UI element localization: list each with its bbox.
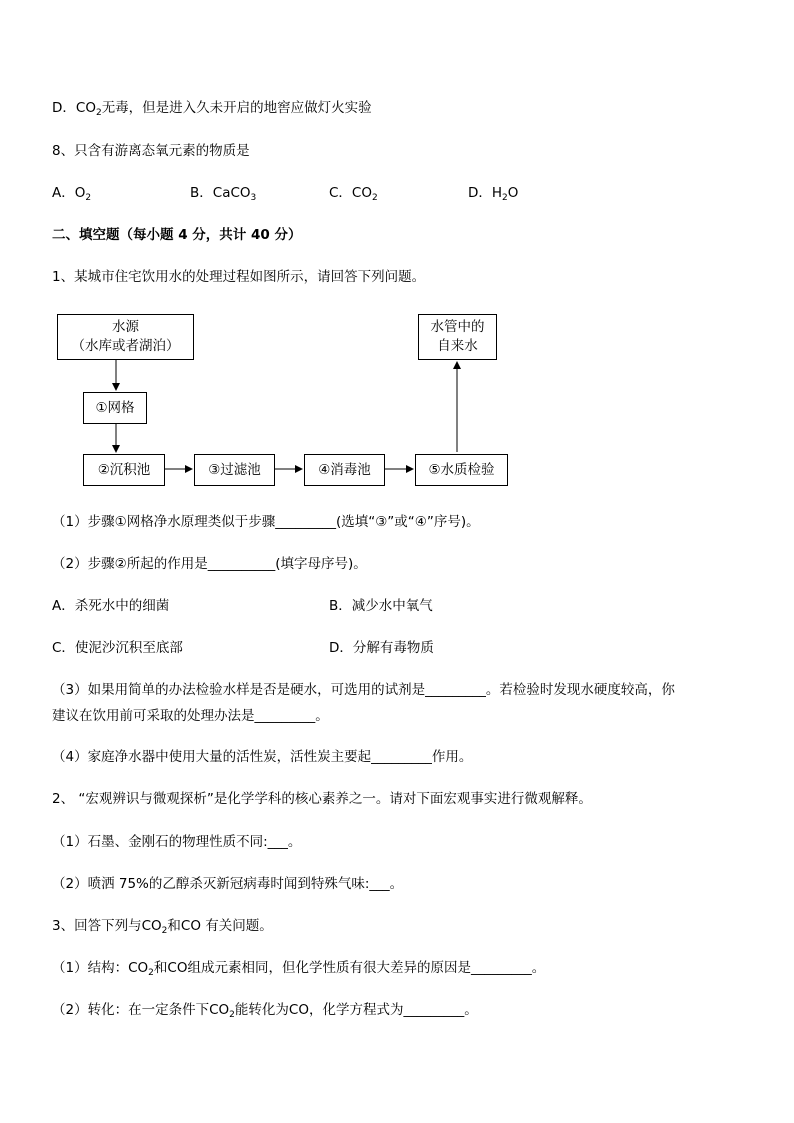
- q2-sub1: （1）石墨、金刚石的物理性质不同:___。: [52, 834, 302, 850]
- q1-option-a: A．杀死水中的细菌: [52, 598, 170, 614]
- q1-sub2: （2）步骤②所起的作用是__________(填字母序号)。: [52, 556, 367, 572]
- section-heading: 二、填空题（每小题 4 分，共计 40 分）: [52, 227, 302, 243]
- q8-option-d: D．$H_2O$: [468, 185, 519, 203]
- q8-option-a: A．$O_2$: [52, 185, 92, 203]
- q1-sub3-line2: 建议在饮用前可采取的处理办法是_________。: [52, 708, 329, 724]
- box-tap-water: 水管中的 自来水: [418, 314, 497, 360]
- q8-stem: 8、只含有游离态氧元素的物质是: [52, 143, 250, 159]
- box-water-source: 水源 （水库或者湖泊）: [57, 314, 194, 360]
- q3-stem: 3、回答下列与$CO_2$和CO 有关问题。: [52, 918, 273, 936]
- box-step4-disinfect: ④消毒池: [304, 454, 385, 486]
- q3-sub1: （1）结构：$CO_2$和CO组成元素相同，但化学性质有很大差异的原因是_________。: [52, 960, 546, 978]
- box-step2-sediment: ②沉积池: [83, 454, 165, 486]
- q1-stem: 1、某城市住宅饮用水的处理过程如图所示，请回答下列问题。: [52, 269, 426, 285]
- q1-option-c: C．使泥沙沉积至底部: [52, 640, 183, 656]
- box-step3-filter: ③过滤池: [194, 454, 275, 486]
- q2-sub2: （2）喷洒 75%的乙醇杀灭新冠病毒时闻到特殊气味:___。: [52, 876, 404, 892]
- q1-option-d: D．分解有毒物质: [329, 640, 434, 656]
- q1-sub3-line1: （3）如果用简单的办法检验水样是否是硬水，可选用的试剂是_________。若检验时发现水硬度较高，你: [52, 682, 675, 698]
- diagram-arrows: [0, 0, 794, 500]
- box-step1-grid: ①网格: [83, 392, 147, 424]
- q1-option-b: B．减少水中氧气: [329, 598, 433, 614]
- q3-sub2: （2）转化：在一定条件下$CO_2$能转化为CO，化学方程式为_________。: [52, 1002, 478, 1020]
- q1-sub1: （1）步骤①网格净水原理类似于步骤_________(选填“③”或“④”序号)。: [52, 514, 480, 530]
- box-step5-quality-test: ⑤水质检验: [415, 454, 508, 486]
- q7-option-d: D．$CO_2$无毒，但是进入久未开启的地窖应做灯火实验: [52, 100, 372, 118]
- q1-sub4: （4）家庭净水器中使用大量的活性炭，活性炭主要起_________作用。: [52, 749, 473, 765]
- q8-option-b: B．CaCO$_3$: [190, 185, 257, 203]
- q8-option-c: C．$CO_2$: [329, 185, 378, 203]
- q2-stem: 2、 “宏观辨识与微观探析”是化学学科的核心素养之一。请对下面宏观事实进行微观解释。: [52, 791, 592, 807]
